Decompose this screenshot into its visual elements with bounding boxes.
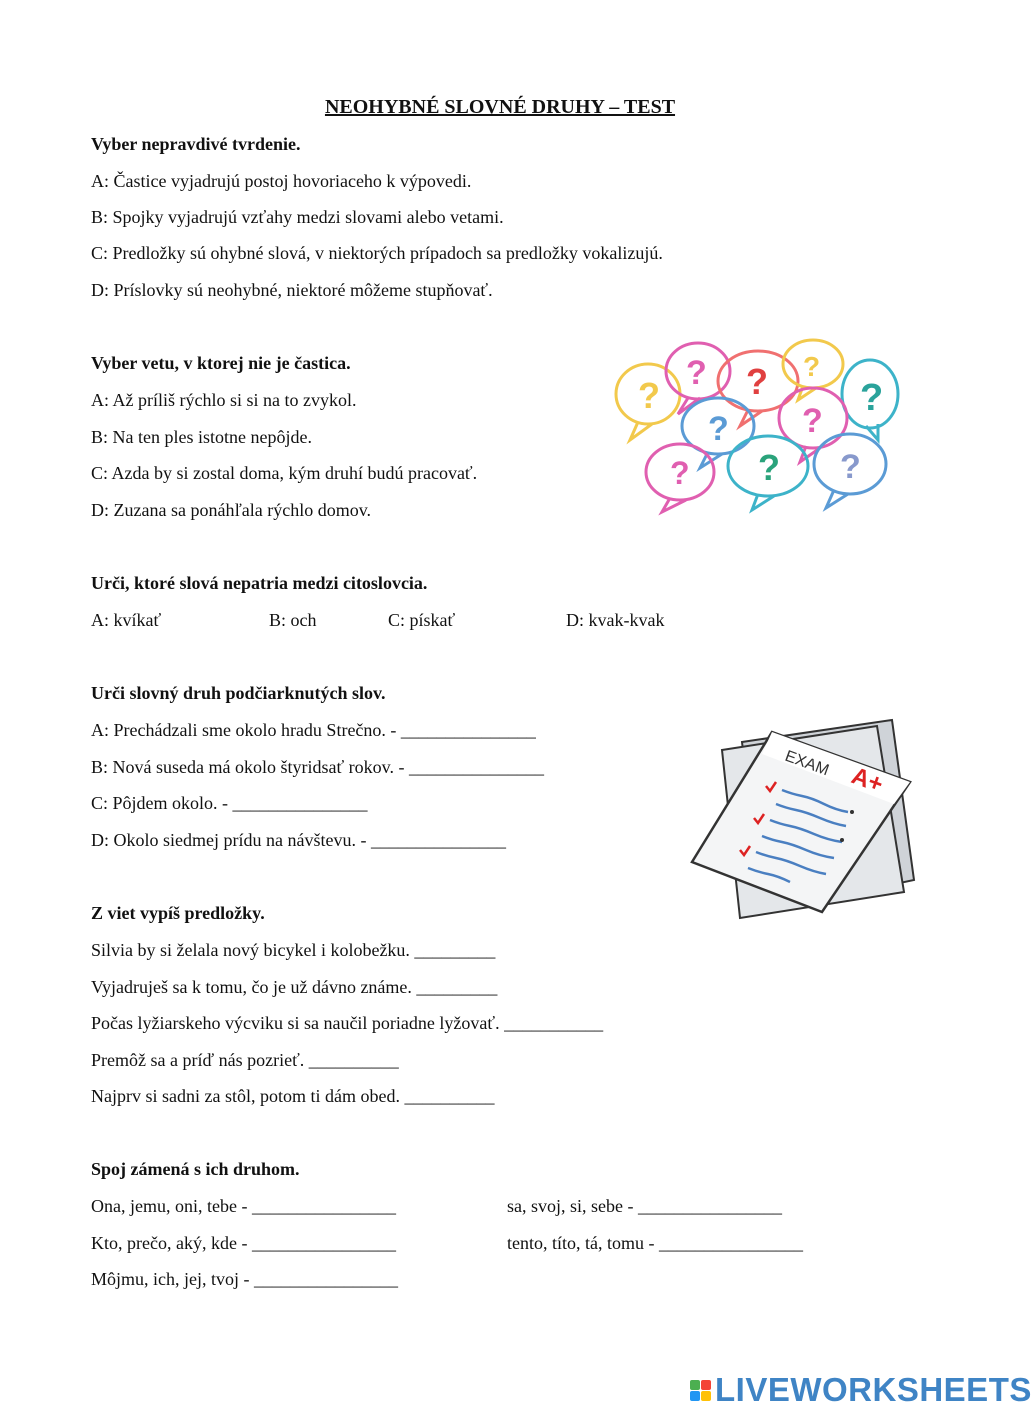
fill-in-line[interactable]: tento, títo, tá, tomu - ________________ xyxy=(507,1233,803,1253)
answer-option[interactable]: B: Spojky vyjadrujú vzťahy medzi slovami alebo vetami. xyxy=(91,207,504,227)
question-heading: Vyber vetu, v ktorej nie je častica. xyxy=(91,353,351,373)
fill-in-line[interactable]: B: Nová suseda má okolo štyridsať rokov. - _______________ xyxy=(91,757,544,777)
liveworksheets-logo[interactable] xyxy=(690,1372,1032,1408)
exam-heading: EXAM xyxy=(782,747,832,780)
svg-text:?: ? xyxy=(840,448,861,486)
answer-option[interactable]: A: Až príliš rýchlo si si na to zvykol. xyxy=(91,390,357,410)
question-heading: Urči, ktoré slová nepatria medzi citoslovcia. xyxy=(91,573,428,593)
answer-option[interactable]: A: Častice vyjadrujú postoj hovoriaceho k výpovedi. xyxy=(91,171,472,191)
answer-option[interactable]: D: Zuzana sa ponáhľala rýchlo domov. xyxy=(91,500,372,520)
question-bubbles-illustration xyxy=(608,336,900,516)
fill-in-line[interactable]: D: Okolo siedmej prídu na návštevu. - _______________ xyxy=(91,830,506,850)
answer-option[interactable]: A: kvíkať xyxy=(91,610,162,630)
question-heading: Z viet vypíš predložky. xyxy=(91,903,265,923)
logo-text: LIVEWORKSHEETS xyxy=(715,1371,1032,1408)
fill-in-line[interactable]: Môjmu, ich, jej, tvoj - ________________ xyxy=(91,1269,398,1289)
svg-text:?: ? xyxy=(638,375,660,416)
page-title: NEOHYBNÉ SLOVNÉ DRUHY – TEST xyxy=(324,96,676,118)
question-heading: Spoj zámená s ich druhom. xyxy=(91,1159,300,1179)
fill-in-line[interactable]: C: Pôjdem okolo. - _______________ xyxy=(91,793,368,813)
answer-option[interactable]: C: pískať xyxy=(388,610,456,630)
fill-in-line[interactable]: sa, svoj, si, sebe - ________________ xyxy=(507,1196,782,1216)
svg-text:?: ? xyxy=(758,447,780,488)
fill-in-line[interactable]: Premôž sa a príď nás pozrieť. __________ xyxy=(91,1050,399,1070)
fill-in-line[interactable]: A: Prechádzali sme okolo hradu Strečno. - _______________ xyxy=(91,720,536,740)
fill-in-line[interactable]: Kto, prečo, aký, kde - ________________ xyxy=(91,1233,396,1253)
logo-mark-icon xyxy=(690,1380,711,1401)
svg-text:?: ? xyxy=(708,410,729,448)
fill-in-line[interactable]: Najprv si sadni za stôl, potom ti dám obed. __________ xyxy=(91,1086,495,1106)
svg-text:?: ? xyxy=(686,354,707,392)
answer-option[interactable]: C: Predložky sú ohybné slová, v niektorých prípadoch sa predložky vokalizujú. xyxy=(91,243,663,263)
fill-in-line[interactable]: Vyjadruješ sa k tomu, čo je už dávno známe. _________ xyxy=(91,977,498,997)
answer-option[interactable]: C: Azda by si zostal doma, kým druhí budú pracovať. xyxy=(91,463,478,483)
fill-in-line[interactable]: Počas lyžiarskeho výcviku si sa naučil poriadne lyžovať. ___________ xyxy=(91,1013,604,1033)
fill-in-line[interactable]: Ona, jemu, oni, tebe - ________________ xyxy=(91,1196,396,1216)
answer-option[interactable]: B: och xyxy=(269,610,317,630)
fill-in-line[interactable]: Silvia by si želala nový bicykel i kolobežku. _________ xyxy=(91,940,496,960)
svg-text:?: ? xyxy=(860,377,884,419)
svg-text:?: ? xyxy=(803,351,821,382)
exam-grade: A+ xyxy=(847,762,887,799)
question-heading: Urči slovný druh podčiarknutých slov. xyxy=(91,683,386,703)
answer-option[interactable]: D: kvak-kvak xyxy=(566,610,665,630)
question-heading: Vyber nepravdivé tvrdenie. xyxy=(91,134,301,154)
svg-text:?: ? xyxy=(670,455,690,491)
answer-option[interactable]: B: Na ten ples istotne nepôjde. xyxy=(91,427,312,447)
exam-paper-illustration xyxy=(682,712,918,922)
svg-text:?: ? xyxy=(802,402,823,440)
svg-text:?: ? xyxy=(746,361,768,402)
answer-option[interactable]: D: Príslovky sú neohybné, niektoré môžeme stupňovať. xyxy=(91,280,493,300)
